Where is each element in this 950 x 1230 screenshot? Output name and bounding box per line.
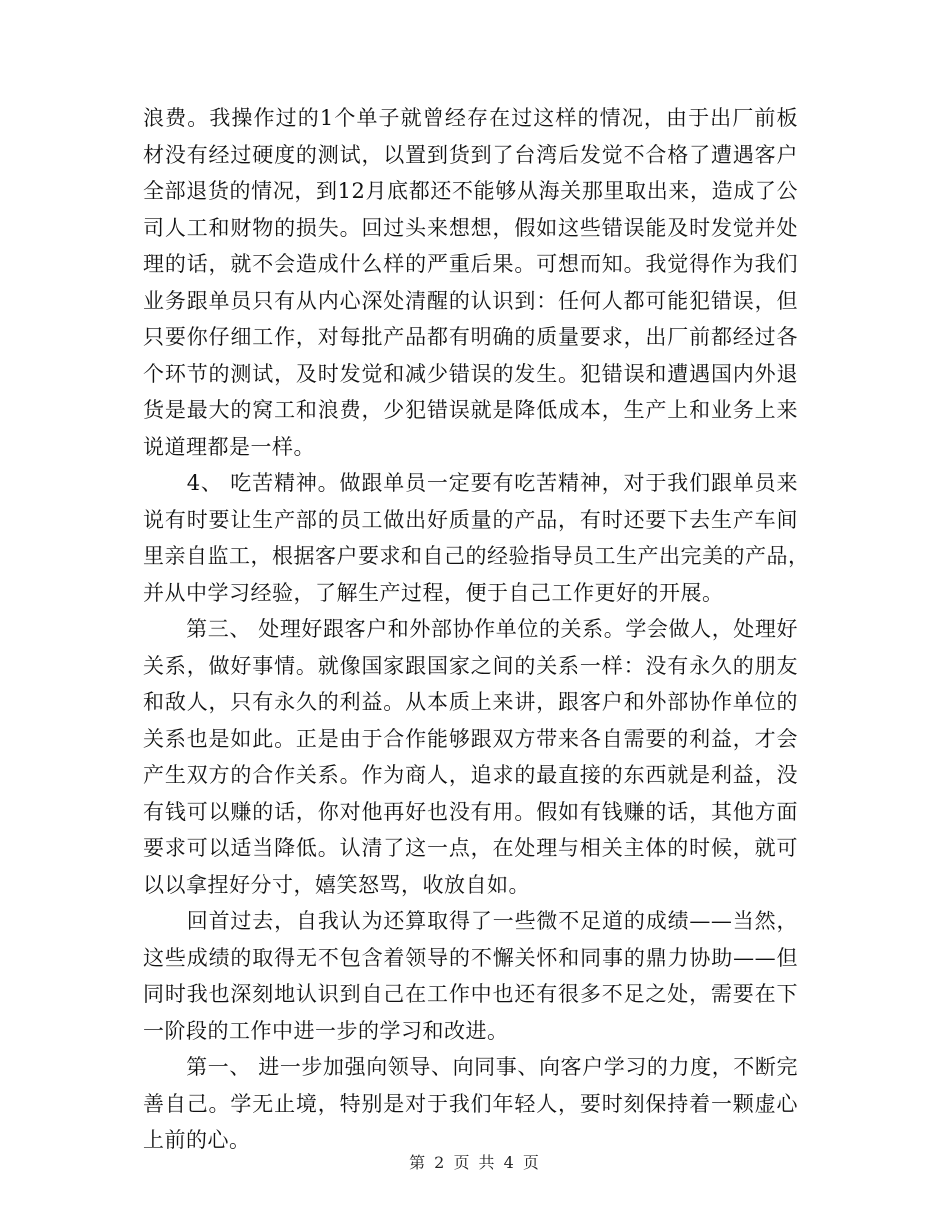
text-line: 说有时要让生产部的员工做出好质量的产品，有时还要下去生产车间 (143, 507, 798, 532)
text-line: 业务跟单员只有从内心深处清醒的认识到：任何人都可能犯错误，但 (143, 288, 798, 313)
text-line: 关系也是如此。正是由于合作能够跟双方带来各自需要的利益，才会 (143, 726, 798, 751)
text-line: 第一、 进一步加强向领导、向同事、向客户学习的力度，不断完 (143, 1055, 798, 1079)
text-line: 善自己。学无止境，特别是对于我们年轻人，要时刻保持着一颗虚心 (143, 1091, 798, 1116)
text-line: 司人工和财物的损失。回过头来想想，假如这些错误能及时发觉并处 (143, 215, 798, 240)
text-line: 上前的心。 (143, 1128, 251, 1152)
text-line: 材没有经过硬度的测试，以置到货到了台湾后发觉不合格了遭遇客户 (143, 142, 798, 167)
text-line: 货是最大的窝工和浪费，少犯错误就是降低成本，生产上和业务上来 (143, 398, 798, 422)
text-line: 要求可以适当降低。认清了这一点，在处理与相关主体的时候，就可 (143, 836, 798, 860)
text-line: 个环节的测试，及时发觉和减少错误的发生。犯错误和遭遇国内外退 (143, 361, 798, 386)
text-line: 只要你仔细工作，对每批产品都有明确的质量要求，出厂前都经过各 (143, 325, 798, 349)
text-line: 说道理都是一样。 (143, 434, 315, 459)
text-line: 回首过去，自我认为还算取得了一些微不足道的成绩——当然， (143, 909, 798, 933)
text-line: 并从中学习经验，了解生产过程，便于自己工作更好的开展。 (143, 580, 724, 605)
text-line: 一阶段的工作中进一步的学习和改进。 (143, 1018, 509, 1043)
text-line: 有钱可以赚的话，你对他再好也没有用。假如有钱赚的话，其他方面 (143, 799, 798, 824)
document-body (143, 100, 810, 1159)
text-line: 以以拿捏好分寸，嬉笑怒骂，收放自如。 (143, 872, 530, 897)
text-line: 同时我也深刻地认识到自己在工作中也还有很多不足之处，需要在下 (143, 982, 798, 1006)
text-line: 这些成绩的取得无不包含着领导的不懈关怀和同事的鼎力协助——但 (143, 945, 798, 970)
text-line: 浪费。我操作过的1个单子就曾经存在过这样的情况，由于出厂前板 (143, 106, 798, 130)
text-line: 理的话，就不会造成什么样的严重后果。可想而知。我觉得作为我们 (143, 252, 798, 276)
text-line: 全部退货的情况，到12月底都还不能够从海关那里取出来，造成了公 (143, 179, 798, 203)
text-line: 4、 吃苦精神。做跟单员一定要有吃苦精神，对于我们跟单员来 (143, 471, 798, 495)
page-footer: 第 2 页 共 4 页 (409, 1153, 541, 1172)
text-line: 里亲自监工，根据客户要求和自己的经验指导员工生产出完美的产品， (143, 544, 810, 568)
text-line: 和敌人，只有永久的利益。从本质上来讲，跟客户和外部协作单位的 (143, 690, 798, 714)
text-line: 产生双方的合作关系。作为商人，追求的最直接的东西就是利益，没 (143, 763, 798, 787)
text-line: 第三、 处理好跟客户和外部协作单位的关系。学会做人，处理好 (143, 617, 798, 641)
text-line: 关系，做好事情。就像国家跟国家之间的关系一样：没有永久的朋友 (143, 653, 798, 678)
